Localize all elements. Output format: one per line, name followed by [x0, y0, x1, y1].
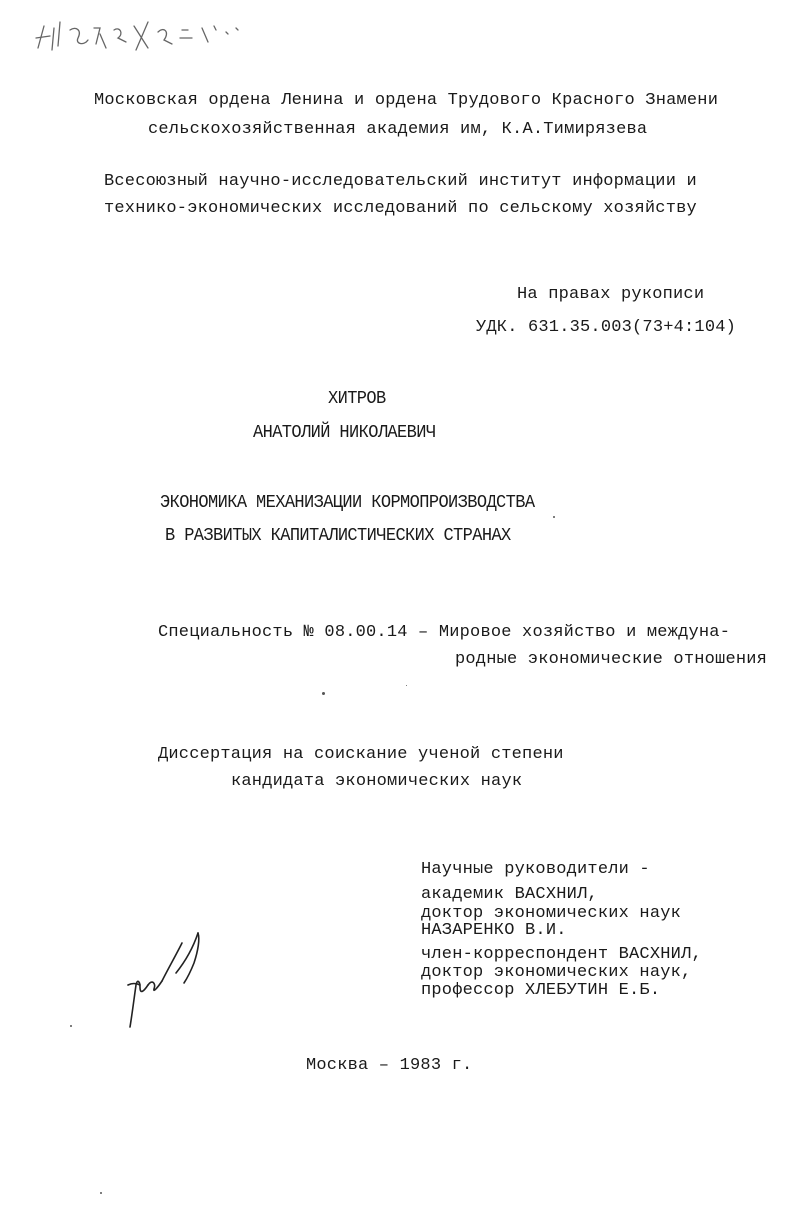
dissertation-line-1: Диссертация на соискание ученой степени	[158, 745, 564, 764]
place-and-year: Москва – 1983 г.	[306, 1056, 473, 1075]
institute-line-2: технико-экономических исследований по сельскому хозяйству	[104, 199, 697, 218]
handwritten-signature	[118, 925, 218, 1035]
scan-speck	[406, 685, 407, 686]
author-name: АНАТОЛИЙ НИКОЛАЕВИЧ	[253, 423, 436, 444]
handwritten-archive-mark	[30, 8, 250, 58]
institute-line-1: Всесоюзный научно-исследовательский институт информации и	[104, 172, 697, 191]
title-line-1: ЭКОНОМИКА МЕХАНИЗАЦИИ КОРМОПРОИЗВОДСТВА	[160, 493, 535, 514]
author-surname: ХИТРОВ	[328, 389, 386, 410]
supervisor-1-name: НАЗАРЕНКО В.И.	[421, 921, 567, 940]
manuscript-rights: На правах рукописи	[517, 285, 705, 304]
supervisor-2-name: профессор ХЛЕБУТИН Е.Б.	[421, 981, 661, 1000]
specialty-line-1: Специальность № 08.00.14 – Мировое хозяйство и междуна-	[158, 623, 731, 642]
supervisor-1-degree: доктор экономических наук	[421, 904, 682, 923]
supervisor-2-title: член-корреспондент ВАСХНИЛ,	[421, 945, 702, 964]
scan-speck	[322, 692, 325, 695]
title-line-2: В РАЗВИТЫХ КАПИТАЛИСТИЧЕСКИХ СТРАНАХ	[165, 526, 511, 547]
supervisor-2-degree: доктор экономических наук,	[421, 963, 692, 982]
scan-speck	[100, 1192, 102, 1194]
scan-speck	[553, 516, 555, 518]
udc-code: УДК. 631.35.003(73+4:104)	[476, 318, 737, 337]
dissertation-line-2: кандидата экономических наук	[231, 772, 523, 791]
scan-speck	[70, 1025, 72, 1027]
supervisors-heading: Научные руководители -	[421, 860, 650, 879]
org-line-2: сельскохозяйственная академия им, К.А.Тимирязева	[148, 120, 648, 139]
supervisor-1-title: академик ВАСХНИЛ,	[421, 885, 598, 904]
specialty-line-2: родные экономические отношения	[455, 650, 768, 669]
org-line-1: Московская ордена Ленина и ордена Трудового Красного Знамени	[94, 91, 719, 110]
